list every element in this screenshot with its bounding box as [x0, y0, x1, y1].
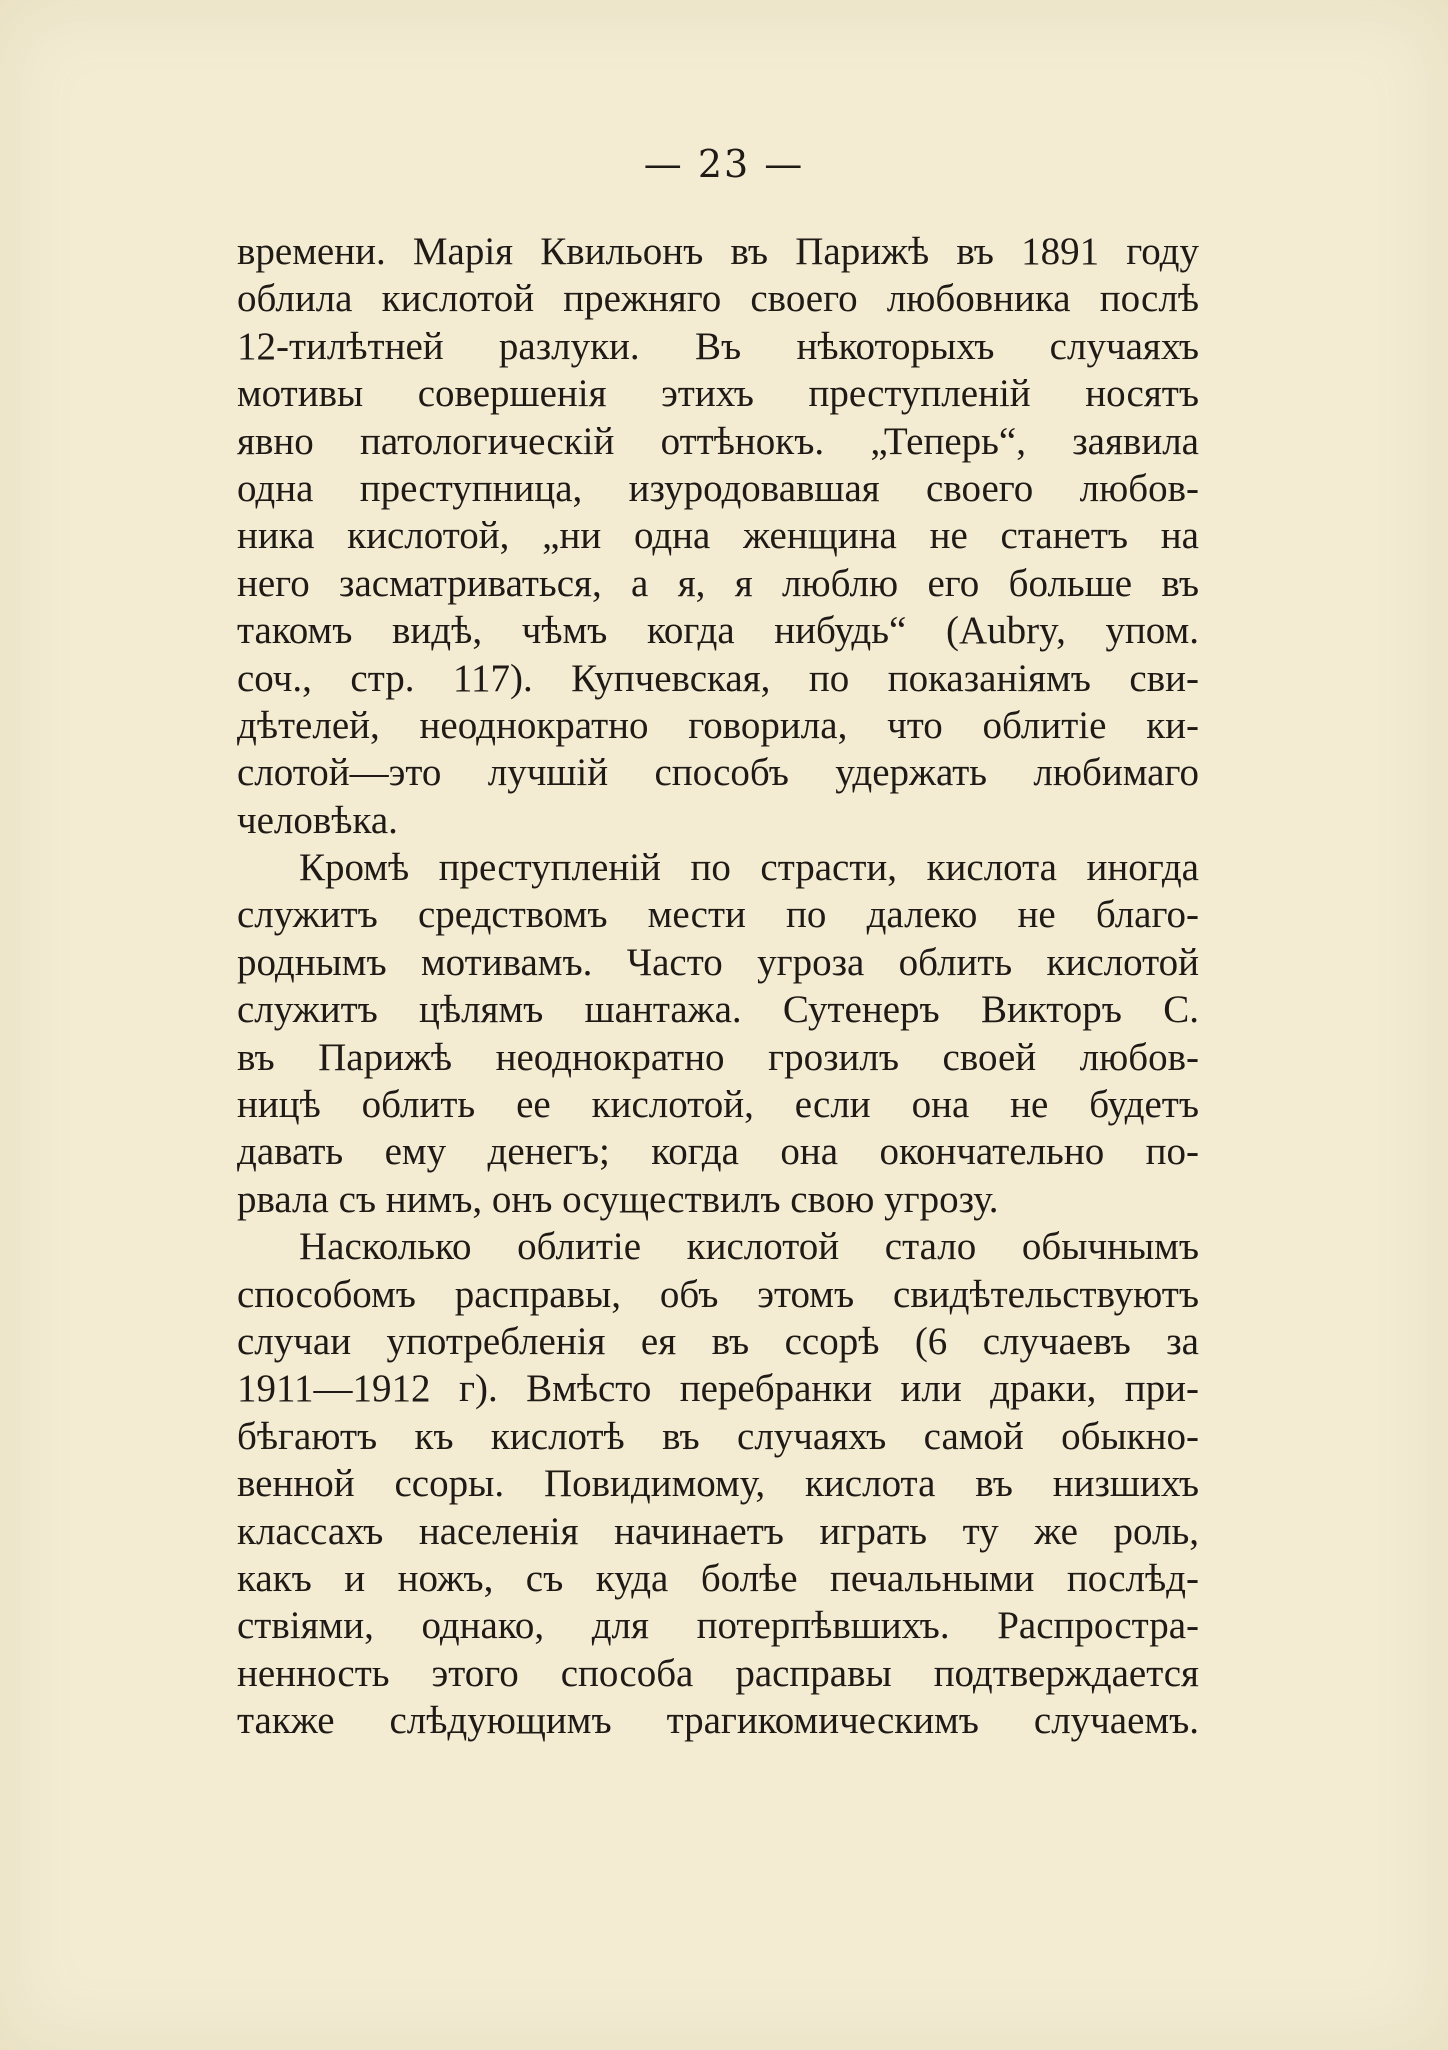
text-line: случаи употребленія ея въ ссорѣ (6 случаевъ за [237, 1319, 1199, 1363]
text-line: Насколько облитіе кислотой стало обычнымъ [299, 1225, 1199, 1269]
paragraph-2 [237, 844, 1199, 1223]
text-line: ницѣ облить ее кислотой, если она не будетъ [237, 1083, 1199, 1127]
text-line: давать ему денегъ; когда она окончательно по- [237, 1130, 1199, 1174]
text-line: классахъ населенія начинаетъ играть ту же роль, [237, 1509, 1199, 1553]
text-line: рвала съ нимъ, онъ осуществилъ свою угрозу. [237, 1177, 999, 1221]
text-line: ствіями, однако, для потерпѣвшихъ. Распростра- [237, 1604, 1199, 1648]
page-body-text [237, 228, 1199, 1745]
text-line: соч., стр. 117). Купчевская, по показаніямъ сви- [237, 656, 1199, 700]
text-line: облила кислотой прежняго своего любовника послѣ [237, 277, 1199, 321]
text-line: ника кислотой, „ни одна женщина не станетъ на [237, 514, 1199, 558]
text-line: него засматриваться, а я, я люблю его больше въ [237, 561, 1199, 605]
text-line: бѣгаютъ къ кислотѣ въ случаяхъ самой обыкно- [237, 1414, 1199, 1458]
text-line: способомъ расправы, объ этомъ свидѣтельствуютъ [237, 1272, 1199, 1316]
text-line: 1911—1912 г). Вмѣсто перебранки или драки, при- [237, 1367, 1199, 1411]
text-line: служитъ цѣлямъ шантажа. Сутенеръ Викторъ С. [237, 988, 1199, 1032]
text-line: въ Парижѣ неоднократно грозилъ своей любов- [237, 1035, 1199, 1079]
text-line: Кромѣ преступленій по страсти, кислота иногда [299, 846, 1199, 890]
text-line: ненность этого способа расправы подтверждается [237, 1651, 1199, 1695]
text-line: роднымъ мотивамъ. Часто угроза облить кислотой [237, 940, 1199, 984]
text-line: дѣтелей, неоднократно говорила, что облитіе ки- [237, 703, 1199, 747]
text-line: одна преступница, изуродовавшая своего любов- [237, 466, 1199, 510]
text-line: 12-тилѣтней разлуки. Въ нѣкоторыхъ случаяхъ [237, 324, 1199, 368]
paragraph-3 [237, 1223, 1199, 1744]
text-line: человѣка. [237, 798, 398, 842]
page-number: — 23 — [643, 142, 805, 186]
text-line: времени. Марія Квильонъ въ Парижѣ въ 1891 году [237, 230, 1199, 273]
text-line: служитъ средствомъ мести по далеко не благо- [237, 893, 1199, 937]
paragraph-1 [237, 228, 1199, 844]
text-line: явно патологическій оттѣнокъ. „Теперь“, заявила [237, 419, 1199, 463]
text-line: мотивы совершенія этихъ преступленій носятъ [237, 372, 1199, 416]
text-line: такомъ видѣ, чѣмъ когда нибудь“ (Aubry, упом. [237, 609, 1199, 653]
text-line: слотой—это лучшій способъ удержать любимаго [237, 751, 1199, 795]
text-line: венной ссоры. Повидимому, кислота въ низшихъ [237, 1462, 1199, 1506]
text-line: какъ и ножъ, съ куда болѣе печальными послѣд- [237, 1556, 1199, 1600]
text-line: также слѣдующимъ трагикомическимъ случаемъ. [237, 1699, 1199, 1743]
